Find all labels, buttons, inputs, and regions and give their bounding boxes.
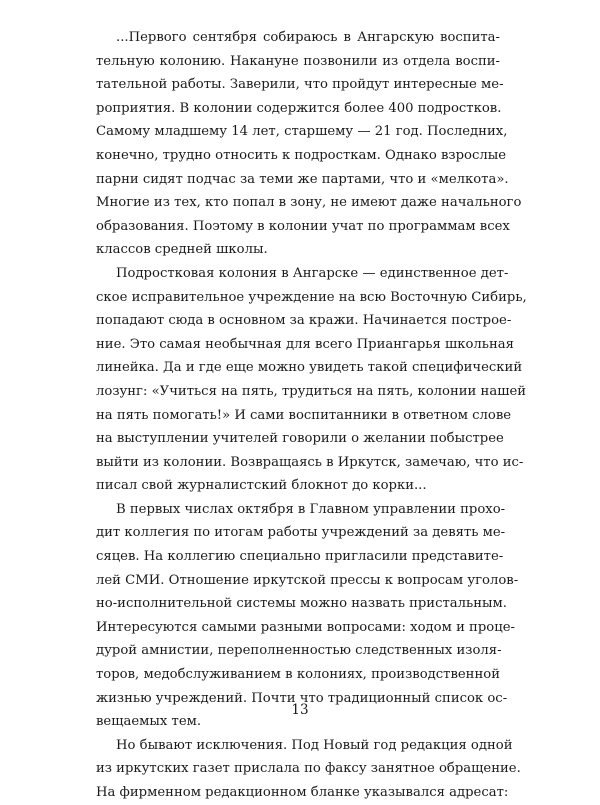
p3-line-2: дит коллегия по итогам работы учреждений за девять ме- (96, 525, 506, 541)
p3-line-9: жизнью учреждений. Почти что традиционный список ос- (96, 690, 508, 706)
p3-line-6: Интересуются самыми разными вопросами: ходом и проце- (96, 619, 515, 635)
p1-line-7: парни сидят подчас за теми же партами, что и «мелкота». (96, 171, 509, 187)
p1-line-4: роприятия. В колонии содержится более 400 подростков. (96, 100, 502, 116)
p2-line-10: писал свой журналистский блокнот до корки... (96, 478, 427, 494)
p1-line-1: ...Первого сентября собираюсь в Ангарскую воспита- (116, 30, 500, 45)
p2-line-7: на пять помогать!» И сами воспитанники в ответном слове (96, 407, 512, 423)
p1-line-8: Многие из тех, кто попал в зону, не имеют даже начального (96, 195, 522, 211)
p1-line-3: тательной работы. Заверили, что пройдут интересные ме- (96, 77, 504, 93)
p2-line-8: на выступлении учителей говорили о желании побыстрее (96, 431, 504, 447)
p3-line-4: лей СМИ. Отношение иркутской прессы к вопросам уголов- (96, 572, 519, 588)
p3-line-3: сяцев. На коллегию специально пригласили представите- (96, 549, 504, 565)
p2-line-2: ское исправительное учреждение на всю Восточную Сибирь, (96, 289, 527, 305)
p2-line-4: ние. Это самая необычная для всего Приангарья школьная (96, 336, 514, 352)
p1-line-6: конечно, трудно относить к подросткам. Однако взрослые (96, 147, 507, 163)
body-text (96, 26, 527, 805)
p1-line-5: Самому младшему 14 лет, старшему — 21 год. Последних, (96, 124, 508, 140)
p1-line-9: образования. Поэтому в колонии учат по программам всех (96, 218, 510, 234)
p3-line-1: В первых числах октября в Главном управлении прохо- (116, 501, 506, 517)
p3-line-7: дурой амнистии, переполненностью следственных изоля- (96, 643, 502, 659)
p3-line-5: но-исполнительной системы можно назвать пристальным. (96, 596, 507, 612)
p2-line-6: лозунг: «Учиться на пять, трудиться на пять, колонии нашей (96, 383, 527, 399)
p4-line-1: Но бывают исключения. Под Новый год редакция одной (116, 737, 513, 753)
p3-line-10: вещаемых тем. (96, 714, 202, 730)
page-number: 13 (291, 702, 309, 718)
p2-line-1: Подростковая колония в Ангарске — единственное дет- (116, 265, 509, 281)
p4-line-3: На фирменном редакционном бланке указывался адресат: (96, 785, 509, 800)
p4-line-2: из иркутских газет прислала по факсу занятное обращение. (96, 761, 521, 777)
p2-line-3: попадают сюда в основном за кражи. Начинается построе- (96, 313, 512, 329)
p1-line-2: тельную колонию. Накануне позвонили из отдела воспи- (96, 53, 500, 69)
p2-line-5: линейка. Да и где еще можно увидеть такой специфический (96, 360, 523, 376)
p3-line-8: торов, медобслуживанием в колониях, производственной (96, 667, 500, 683)
p1-line-10: классов средней школы. (96, 242, 268, 258)
p2-line-9: выйти из колонии. Возвращаясь в Иркутск, замечаю, что ис- (96, 454, 524, 470)
